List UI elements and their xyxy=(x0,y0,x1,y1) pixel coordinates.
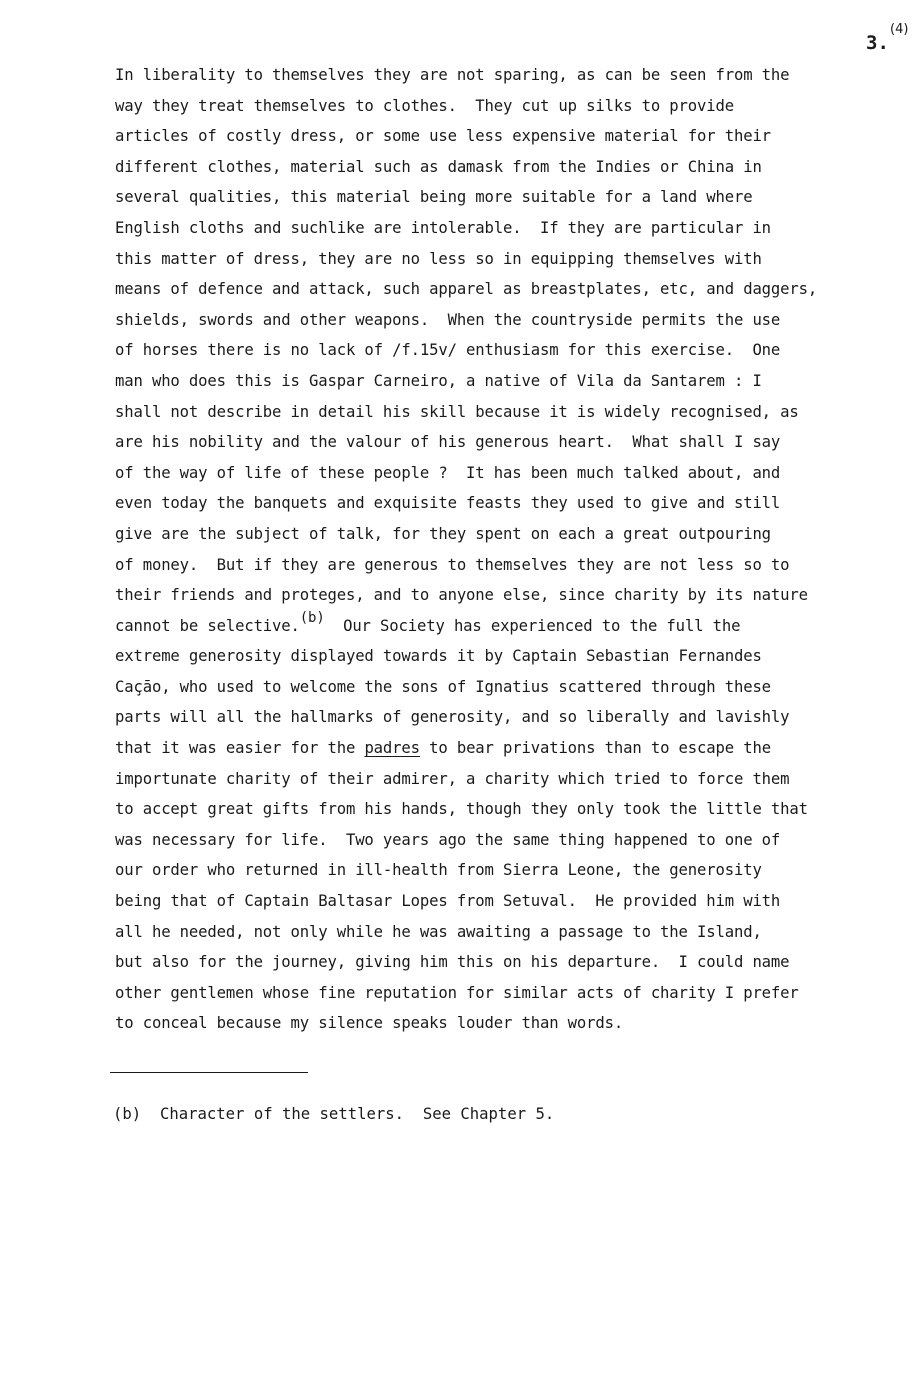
text-line-2: way they treat themselves to clothes. They cut up silks to provide xyxy=(115,96,734,115)
footnote-divider xyxy=(110,1072,308,1073)
text-line-19 xyxy=(115,611,905,642)
text-line-23-end: to bear privations than to escape the xyxy=(419,739,771,758)
text-line-16: give are the subject of talk, for they spent on each a great outpouring xyxy=(115,524,771,543)
text-line-12: shall not describe in detail his skill because it is widely recognised, as xyxy=(115,402,799,421)
text-line-28: being that of Captain Baltasar Lopes from Setuval. He provided him with xyxy=(115,892,781,911)
footnote-marker: (b) xyxy=(113,1105,142,1123)
text-line-9: shields, swords and other weapons. When the countryside permits the use xyxy=(115,310,781,329)
text-line-7: this matter of dress, they are no less so in equipping themselves with xyxy=(115,249,762,268)
text-line-20: extreme generosity displayed towards it by Captain Sebastian Fernandes xyxy=(115,647,762,666)
text-line-17: of money. But if they are generous to themselves they are not less so to xyxy=(115,555,790,574)
text-line-15: even today the banquets and exquisite feasts they used to give and still xyxy=(115,494,781,513)
text-line-14: of the way of life of these people ? It has been much talked about, and xyxy=(115,463,781,482)
text-line-32: to conceal because my silence speaks louder than words. xyxy=(115,1014,624,1033)
footnote-text: Character of the settlers. See Chapter 5. xyxy=(141,1105,555,1123)
text-line-22: parts will all the hallmarks of generosity, and so liberally and lavishly xyxy=(115,708,790,727)
text-line-23-start: that it was easier for the xyxy=(115,739,365,758)
page-number-annotation: (4) xyxy=(890,22,909,37)
text-line-30: but also for the journey, giving him this on his departure. I could name xyxy=(115,953,790,972)
text-line-18: their friends and proteges, and to anyone else, since charity by its nature xyxy=(115,586,808,605)
text-line-26: was necessary for life. Two years ago the same thing happened to one of xyxy=(115,830,781,849)
text-line-27: our order who returned in ill-health from Sierra Leone, the generosity xyxy=(115,861,762,880)
text-line-5: several qualities, this material being more suitable for a land where xyxy=(115,188,753,207)
text-line-25: to accept great gifts from his hands, though they only took the little that xyxy=(115,800,808,819)
text-line-31: other gentlemen whose fine reputation for similar acts of charity I prefer xyxy=(115,983,799,1002)
text-line-19-end: Our Society has experienced to the full the xyxy=(324,616,741,635)
footnote-reference-b: (b) xyxy=(299,609,325,626)
body-text xyxy=(115,60,905,1039)
text-line-21: Caçāo, who used to welcome the sons of Ignatius scattered through these xyxy=(115,677,771,696)
text-line-19-start: cannot be selective. xyxy=(115,616,300,635)
text-line-6: English cloths and suchlike are intolerable. If they are particular in xyxy=(115,218,771,237)
text-line-29: all he needed, not only while he was awaiting a passage to the Island, xyxy=(115,922,762,941)
footnote xyxy=(113,1099,554,1129)
text-line-4: different clothes, material such as damask from the Indies or China in xyxy=(115,157,762,176)
text-line-10: of horses there is no lack of /f.15v/ enthusiasm for this exercise. One xyxy=(115,341,781,360)
text-line-11: man who does this is Gaspar Carneiro, a native of Vila da Santarem : I xyxy=(115,371,762,390)
text-line-3: articles of costly dress, or some use less expensive material for their xyxy=(115,127,771,146)
text-line-24: importunate charity of their admirer, a charity which tried to force them xyxy=(115,769,790,788)
text-line-23 xyxy=(115,733,905,764)
underlined-word-padres: padres xyxy=(364,739,420,758)
text-line-1: In liberality to themselves they are not sparing, as can be seen from the xyxy=(115,66,790,84)
text-line-8: means of defence and attack, such apparel as breastplates, etc, and daggers, xyxy=(115,280,818,299)
text-line-13: are his nobility and the valour of his generous heart. What shall I say xyxy=(115,433,781,452)
page-number: 3. xyxy=(866,32,889,54)
